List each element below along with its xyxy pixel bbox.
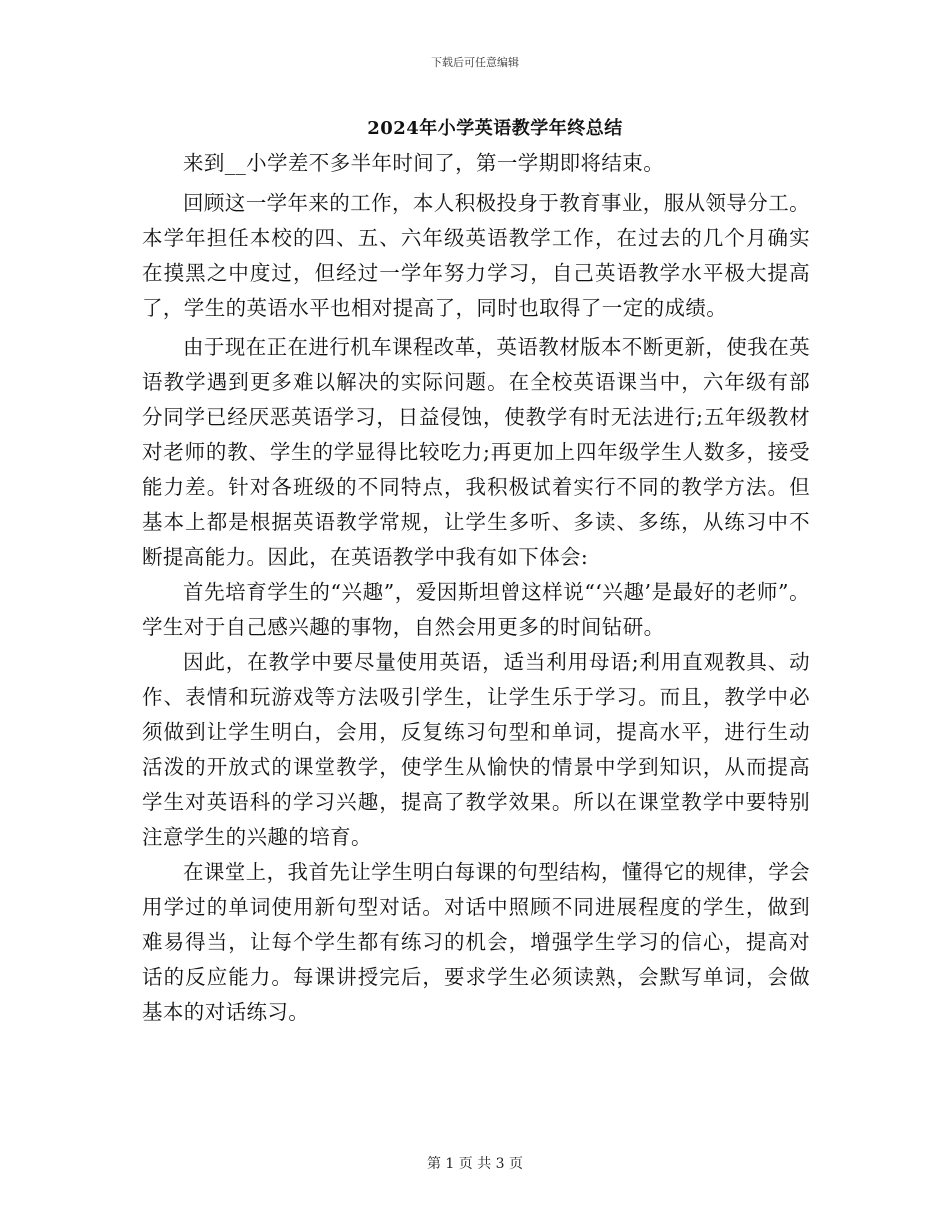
page-number: 第 1 页 共 3 页: [426, 1156, 524, 1172]
paragraph-reform: 由于现在正在进行机车课程改革，英语教材版本不断更新，使我在英语教学遇到更多难以解决的实际问题。在全校英语课当中，六年级有部分同学已经厌恶英语学习，日益侵蚀，使教学有时无法进行;五年级教材对老师的教、学生的学显得比较吃力;再更加上四年级学生人数多，接受能力差。针对各班级的不同特点，我积极试着实行不同的教学方法。但基本上都是根据英语教学常规，让学生多听、多读、多练，从练习中不断提高能力。因此，在英语教学中我有如下体会:: [142, 335, 810, 569]
paragraph-methods: 因此，在教学中要尽量使用英语，适当利用母语;利用直观教具、动作、表情和玩游戏等方法吸引学生，让学生乐于学习。而且，教学中必须做到让学生明白，会用，反复练习句型和单词，提高水平，进行生动活泼的开放式的课堂教学，使学生从愉快的情景中学到知识，从而提高学生对英语科的学习兴趣，提高了教学效果。所以在课堂教学中要特别注意学生的兴趣的培育。: [142, 650, 810, 849]
document-title: 2024年小学英语教学年终总结: [367, 118, 623, 139]
paragraph-interest: 首先培育学生的“兴趣”，爱因斯坦曾这样说“‘兴趣’是最好的老师”。学生对于自己感兴趣的事物，自然会用更多的时间钻研。: [142, 580, 810, 639]
header-note: 下载后可任意编辑: [431, 56, 519, 69]
document-body: [142, 146, 810, 1030]
paragraph-intro: 来到__小学差不多半年时间了，第一学期即将结束。: [183, 151, 665, 175]
paragraph-classroom: 在课堂上，我首先让学生明白每课的句型结构，懂得它的规律，学会用学过的单词使用新句型对话。对话中照顾不同进展程度的学生，做到难易得当，让每个学生都有练习的机会，增强学生学习的信心，提高对话的反应能力。每课讲授完后，要求学生必须读熟，会默写单词，会做基本的对话练习。: [142, 860, 810, 1024]
paragraph-review: 回顾这一学年来的工作，本人积极投身于教育事业，服从领导分工。本学年担任本校的四、五、六年级英语教学工作，在过去的几个月确实在摸黑之中度过，但经过一学年努力学习，自己英语教学水平极大提高了，学生的英语水平也相对提高了，同时也取得了一定的成绩。: [142, 191, 810, 320]
